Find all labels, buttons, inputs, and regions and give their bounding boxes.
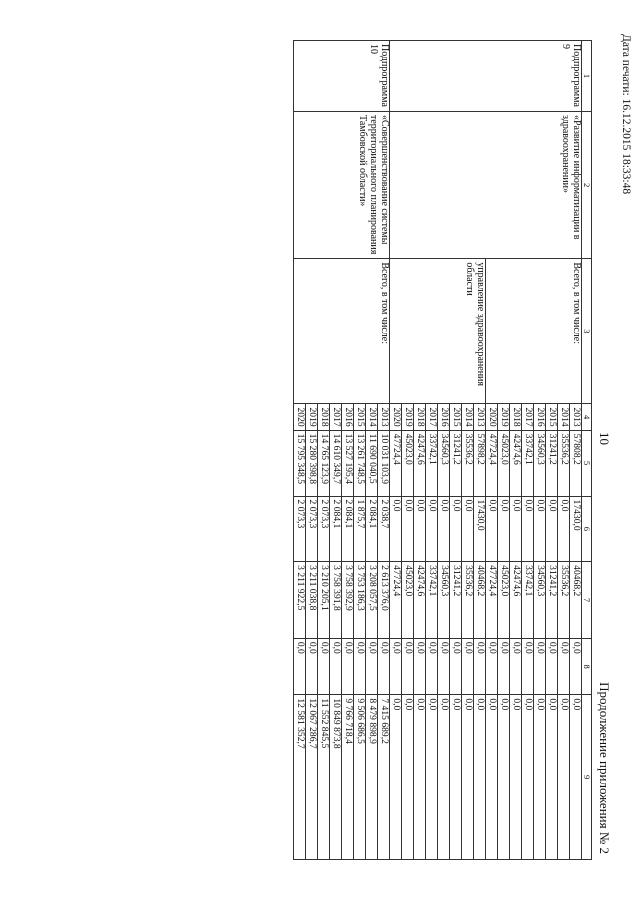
value-cell: 0,0 xyxy=(389,496,401,562)
value-cell: 13 527 195,4 xyxy=(341,430,353,496)
value-cell: 0,0 xyxy=(569,695,581,860)
value-cell: 47724,4 xyxy=(389,562,401,639)
value-cell: 0,0 xyxy=(545,496,557,562)
value-cell: 12 067 286,7 xyxy=(305,695,317,860)
value-cell: 14 610 349,7 xyxy=(329,430,341,496)
column-number: 8 xyxy=(581,638,591,695)
value-cell: 33742,1 xyxy=(425,430,437,496)
column-numbers-row xyxy=(581,41,591,860)
value-cell: 0,0 xyxy=(329,638,341,695)
funding-source-cell: Всего, в том числе: xyxy=(485,259,581,404)
value-cell: 12 581 352,7 xyxy=(293,695,305,860)
value-cell: 0,0 xyxy=(521,695,533,860)
value-cell: 31241,2 xyxy=(545,430,557,496)
value-cell: 40468,2 xyxy=(473,562,485,639)
value-cell: 14 765 123,9 xyxy=(317,430,329,496)
annex-title: Продолжение приложения № 2 xyxy=(597,682,612,854)
value-cell: 0,0 xyxy=(509,638,521,695)
value-cell: 0,0 xyxy=(569,638,581,695)
value-cell: 3 753 186,3 xyxy=(353,562,365,639)
value-cell: 2 073,3 xyxy=(317,496,329,562)
value-cell: 45023,0 xyxy=(497,562,509,639)
value-cell: 7 415 689,2 xyxy=(377,695,389,860)
subprogram-name-cell: «Совершенствование системы территориального планирования Тамбовской области» xyxy=(293,111,389,258)
value-cell: 42474,6 xyxy=(509,562,521,639)
value-cell: 0,0 xyxy=(545,695,557,860)
value-cell: 0,0 xyxy=(377,638,389,695)
value-cell: 2014 xyxy=(461,404,473,430)
value-cell: 35536,2 xyxy=(461,430,473,496)
value-cell: 0,0 xyxy=(557,496,569,562)
value-cell: 0,0 xyxy=(389,638,401,695)
value-cell: 0,0 xyxy=(305,638,317,695)
value-cell: 9 766 718,4 xyxy=(341,695,353,860)
value-cell: 0,0 xyxy=(557,695,569,860)
value-cell: 0,0 xyxy=(533,638,545,695)
value-cell: 31241,2 xyxy=(449,430,461,496)
value-cell: 34560,3 xyxy=(533,562,545,639)
value-cell: 0,0 xyxy=(401,496,413,562)
value-cell: 15 280 398,8 xyxy=(305,430,317,496)
funding-source-cell: управление здравоохранения области xyxy=(389,259,485,404)
value-cell: 15 795 348,5 xyxy=(293,430,305,496)
value-cell: 0,0 xyxy=(389,695,401,860)
value-cell: 17430,0 xyxy=(473,496,485,562)
value-cell: 2019 xyxy=(401,404,413,430)
value-cell: 42474,6 xyxy=(509,430,521,496)
value-cell: 47724,4 xyxy=(485,430,497,496)
column-number: 9 xyxy=(581,695,591,860)
value-cell: 2019 xyxy=(497,404,509,430)
value-cell: 2014 xyxy=(557,404,569,430)
value-cell: 0,0 xyxy=(521,496,533,562)
funding-source-cell: Всего, в том числе: xyxy=(293,259,389,404)
column-number: 1 xyxy=(581,41,591,112)
value-cell: 0,0 xyxy=(413,496,425,562)
value-cell: 2015 xyxy=(545,404,557,430)
value-cell: 33742,1 xyxy=(425,562,437,639)
column-number: 7 xyxy=(581,562,591,639)
value-cell: 2016 xyxy=(341,404,353,430)
column-number: 2 xyxy=(581,111,591,258)
table-row xyxy=(569,41,581,860)
value-cell: 17430,0 xyxy=(569,496,581,562)
value-cell: 3 210 205,1 xyxy=(317,562,329,639)
value-cell: 35536,2 xyxy=(557,430,569,496)
value-cell: 0,0 xyxy=(317,638,329,695)
value-cell: 0,0 xyxy=(497,496,509,562)
value-cell: 2020 xyxy=(485,404,497,430)
value-cell: 0,0 xyxy=(557,638,569,695)
value-cell: 11 552 845,5 xyxy=(317,695,329,860)
value-cell: 0,0 xyxy=(509,695,521,860)
value-cell: 0,0 xyxy=(485,638,497,695)
value-cell: 1 875,7 xyxy=(353,496,365,562)
value-cell: 2 073,3 xyxy=(293,496,305,562)
column-number: 5 xyxy=(581,430,591,496)
value-cell: 0,0 xyxy=(425,496,437,562)
value-cell: 2016 xyxy=(533,404,545,430)
value-cell: 0,0 xyxy=(509,496,521,562)
value-cell: 0,0 xyxy=(533,695,545,860)
page-number: 10 xyxy=(597,432,612,445)
value-cell: 47724,4 xyxy=(485,562,497,639)
value-cell: 2 084,1 xyxy=(329,496,341,562)
value-cell: 0,0 xyxy=(461,638,473,695)
value-cell: 2014 xyxy=(365,404,377,430)
value-cell: 13 261 748,5 xyxy=(353,430,365,496)
value-cell: 0,0 xyxy=(485,496,497,562)
value-cell: 2019 xyxy=(305,404,317,430)
value-cell: 35536,2 xyxy=(557,562,569,639)
value-cell: 10 849 873,8 xyxy=(329,695,341,860)
value-cell: 10 031 103,9 xyxy=(377,430,389,496)
value-cell: 2018 xyxy=(509,404,521,430)
value-cell: 0,0 xyxy=(533,496,545,562)
value-cell: 3 208 057,5 xyxy=(365,562,377,639)
value-cell: 45023,0 xyxy=(497,430,509,496)
value-cell: 0,0 xyxy=(401,695,413,860)
budget-table xyxy=(293,40,592,860)
value-cell: 42474,6 xyxy=(413,430,425,496)
table-row xyxy=(377,41,389,860)
value-cell: 0,0 xyxy=(293,638,305,695)
column-number: 4 xyxy=(581,404,591,430)
subprogram-cell: Подпрограмма 10 xyxy=(293,41,389,112)
value-cell: 57808,2 xyxy=(569,430,581,496)
value-cell: 0,0 xyxy=(413,638,425,695)
value-cell: 2 084,1 xyxy=(365,496,377,562)
value-cell: 0,0 xyxy=(545,638,557,695)
value-cell: 34560,3 xyxy=(533,430,545,496)
column-number: 3 xyxy=(581,259,591,404)
value-cell: 11 690 040,5 xyxy=(365,430,377,496)
value-cell: 40468,2 xyxy=(569,562,581,639)
value-cell: 0,0 xyxy=(449,695,461,860)
subprogram-cell: Подпрограмма 9 xyxy=(389,41,581,112)
value-cell: 2017 xyxy=(329,404,341,430)
value-cell: 31241,2 xyxy=(449,562,461,639)
value-cell: 0,0 xyxy=(485,695,497,860)
value-cell: 2 038,7 xyxy=(377,496,389,562)
value-cell: 0,0 xyxy=(353,638,365,695)
value-cell: 3 211 922,5 xyxy=(293,562,305,639)
value-cell: 47724,4 xyxy=(389,430,401,496)
value-cell: 3 758 392,9 xyxy=(341,562,353,639)
value-cell: 2013 xyxy=(377,404,389,430)
value-cell: 2017 xyxy=(521,404,533,430)
value-cell: 34560,3 xyxy=(437,562,449,639)
value-cell: 0,0 xyxy=(437,638,449,695)
value-cell: 0,0 xyxy=(365,638,377,695)
value-cell: 0,0 xyxy=(497,695,509,860)
value-cell: 2013 xyxy=(473,404,485,430)
value-cell: 45023,0 xyxy=(401,562,413,639)
value-cell: 0,0 xyxy=(461,496,473,562)
value-cell: 2 084,1 xyxy=(341,496,353,562)
value-cell: 45023,0 xyxy=(401,430,413,496)
value-cell: 3 211 038,8 xyxy=(305,562,317,639)
value-cell: 2018 xyxy=(413,404,425,430)
value-cell: 42474,6 xyxy=(413,562,425,639)
value-cell: 0,0 xyxy=(341,638,353,695)
rotated-page xyxy=(72,34,632,860)
value-cell: 0,0 xyxy=(473,695,485,860)
value-cell: 33742,1 xyxy=(521,562,533,639)
value-cell: 2013 xyxy=(569,404,581,430)
value-cell: 34560,3 xyxy=(437,430,449,496)
value-cell: 0,0 xyxy=(437,695,449,860)
value-cell: 0,0 xyxy=(497,638,509,695)
value-cell: 9 506 686,5 xyxy=(353,695,365,860)
print-date: Дата печати: 16.12.2015 18:33:48 xyxy=(620,34,632,195)
value-cell: 57898,2 xyxy=(473,430,485,496)
value-cell: 2 613 376,0 xyxy=(377,562,389,639)
value-cell: 0,0 xyxy=(449,496,461,562)
value-cell: 2020 xyxy=(293,404,305,430)
value-cell: 2017 xyxy=(425,404,437,430)
value-cell: 31241,2 xyxy=(545,562,557,639)
value-cell: 0,0 xyxy=(473,638,485,695)
value-cell: 8 479 898,9 xyxy=(365,695,377,860)
value-cell: 0,0 xyxy=(461,695,473,860)
value-cell: 0,0 xyxy=(425,638,437,695)
value-cell: 0,0 xyxy=(425,695,437,860)
value-cell: 33742,1 xyxy=(521,430,533,496)
value-cell: 2020 xyxy=(389,404,401,430)
value-cell: 35536,2 xyxy=(461,562,473,639)
value-cell: 0,0 xyxy=(413,695,425,860)
value-cell: 2015 xyxy=(449,404,461,430)
value-cell: 3 758 391,8 xyxy=(329,562,341,639)
value-cell: 2 073,3 xyxy=(305,496,317,562)
value-cell: 2016 xyxy=(437,404,449,430)
subprogram-name-cell: «Развитие информатизации в здравоохранении» xyxy=(389,111,581,258)
value-cell: 0,0 xyxy=(521,638,533,695)
value-cell: 0,0 xyxy=(449,638,461,695)
value-cell: 2018 xyxy=(317,404,329,430)
column-number: 6 xyxy=(581,496,591,562)
value-cell: 2015 xyxy=(353,404,365,430)
value-cell: 0,0 xyxy=(401,638,413,695)
value-cell: 0,0 xyxy=(437,496,449,562)
